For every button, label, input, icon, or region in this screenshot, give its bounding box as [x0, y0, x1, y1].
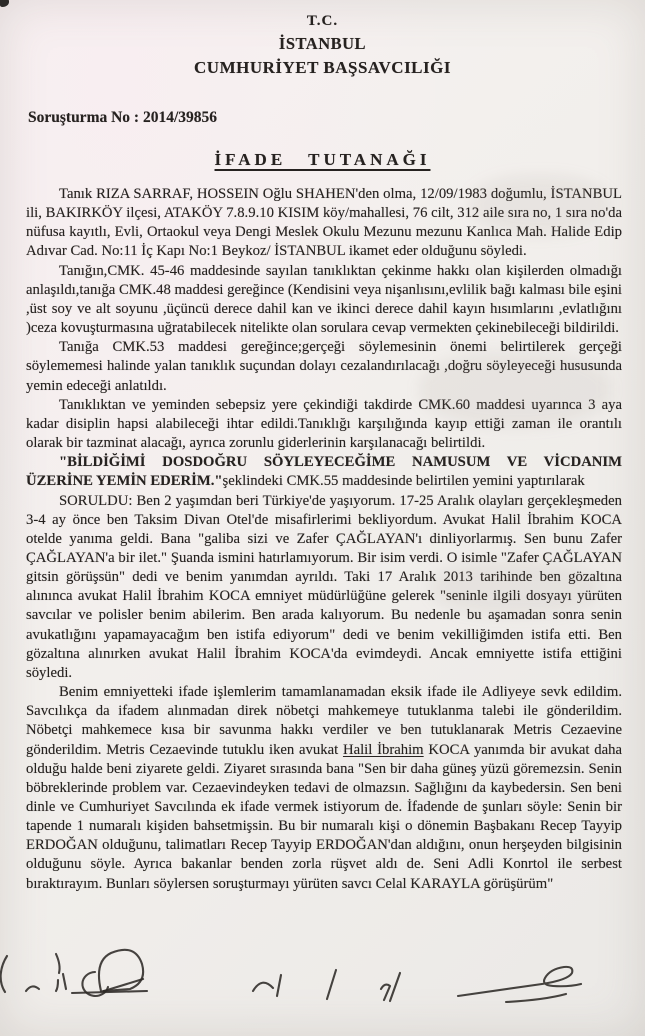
- paragraph-prison-visit: [26, 683, 622, 894]
- document-body: [26, 185, 622, 894]
- letterhead-city: İSTANBUL: [278, 34, 367, 53]
- bleed-through-smudge: [470, 175, 610, 235]
- oath-text-rest: şeklindeki CMK.55 maddesinde belirtilen yemini yaptırılarak: [222, 473, 585, 490]
- signature-left: [1, 950, 147, 996]
- paragraph-warning-cmk60: Tanıklıktan ve yeminden sebepsiz yere çekindiği takdirde CMK.60 maddesi uyarınca 3 aya kadar disiplin hapsi alabileceği ihtar edildi.Tanıklığı karşılığında kayıp ettiği zaman ile orantılı olarak bir tazminat alacağı, ayrıca zorunlu giderlerinin karşılanacağı belirtildi.: [26, 396, 622, 452]
- document-title-wrap: [0, 150, 645, 170]
- bleed-through-smudge: [420, 352, 610, 427]
- underlined-name: Halil İbrahim: [342, 741, 424, 758]
- paragraph-rights-cmk45-48: Tanığın,CMK. 45-46 maddesinde sayılan tanıklıktan çekinme hakkı olan kişilerden olmadığı anlaşıldı,tanığa CMK.48 maddesi gereğince (Kendisini veya nişanlısını,evlilik bağı kalması bile eşini ,üst soy ve alt soyunu ,üçüncü derece dahil kan ve ikinci derece dahil kayın hısımlarını ,evlatlığını )ceza kovuşturmasına uğratabilecek nitelikte olan sorulara cevap vermekten çekinebileceği bildirildi.: [26, 262, 622, 337]
- paragraph-oath: [26, 453, 622, 491]
- handwritten-signature-marks: [0, 944, 645, 1036]
- signature-center: [253, 970, 400, 1001]
- letterhead-office: CUMHURİYET BAŞSAVCILIĞI: [194, 58, 451, 77]
- letterhead-tc: T.C.: [306, 13, 339, 29]
- paragraph-truth-cmk53: Tanığa CMK.53 maddesi gereğince;gerçeği söylemesinin önemi belirtilerek gerçeği söylememesi halinde yalan tanıklık suçundan dolayı cezalandırılacağı ,doğru söyleyeceği hususunda yemin edeceği anlatıldı.: [26, 339, 622, 394]
- investigation-number: Soruşturma No : 2014/39856: [28, 109, 218, 126]
- paragraph-statement-soruldu: SORULDU: Ben 2 yaşımdan beri Türkiye'de yaşıyorum. 17-25 Aralık olayları gerçekleşmeden 3-4 ay önce ben Taksim Divan Otel'de misafirlerimi bekliyordum. Avukat Halil İbrahim KOCA otelde yanıma geldi. Bana "galiba sizi ve Zafer ÇAĞLAYAN'ı dinliyorlarmış. Sen bunu Zafer ÇAĞLAYAN'a bir ilet." Şuanda ismini hatırlamıyorum. Bir isim verdi. O isimle "Zafer ÇAĞLAYAN gitsin görüşsün" dedi ve benim yanımdan ayrıldı. Taki 17 Aralık 2013 tarihinde ben gözaltına alınınca avukat Halil İbrahim KOCA emniyet müdürlüğüne gelerek "seninle ilgili dosyayı yürüten savcılar ve polisler benim abilerim. Ben arada kalıyorum. Bu nedenle bu aşamadan sonra senin avukatlığını yapamayacağım ben istifa ediyorum" dedi ve benim vekilliğimden istifa etti. Ben gözaltına alınırken avukat Halil İbrahim KOCA'da evimdeydi. Ancak emniyette istifa ettiğini söyledi.: [26, 492, 622, 681]
- document-title: İFADE TUTANAĞI: [214, 150, 431, 169]
- letterhead: [0, 0, 645, 78]
- oath-text-bold: "BİLDİĞİMİ DOSDOĞRU SÖYLEYECEĞİME NAMUSUM VE VİCDANIM ÜZERİNE YEMİN EDERİM.": [26, 454, 622, 490]
- prison-text-b: KOCA yanımda bir avukat daha olduğu halde beni ziyarete geldi. Ziyaret sırasında bana "Sen bir daha güneş yüzü göremezsin. Senin böbreklerinde problem var. Cezaevindeyken tedavi de olmazsın. Sağlığını da kaybedersin. Sen beni dinle ve Cumhuriyet Savcılında ek ifade vermek istiyorum de. İfadende de şunları söyle: Senin bir tapende 1 numaralı kişiden bahsetmişsin. Bu bir numaralı kişi o dönemin Başbakanı Recep Tayyip ERDOĞAN olduğunu, talimatları Recep Tayyip ERDOĞAN'dan aldığını, onun herşeyden bilgisinin olduğunu söyle. Ayrıca bakanlar benden zorla rüşvet aldı de. Seni Adli Konrtol ile serbest bıraktırayım. Bunları söylersen soruşturmayı yürüten savcı Celal KARAYLA görüşürüm": [26, 741, 623, 892]
- paragraph-witness-identity: Tanık RIZA SARRAF, HOSSEIN Oğlu SHAHEN'den olma, 12/09/1983 doğumlu, İSTANBUL ili, BAKIRKÖY ilçesi, ATAKÖY 7.8.9.10 KISIM köy/mahallesi, 76 cilt, 312 aile sıra no, 1 sıra no'da nüfusa kayıtlı, Evli, Ortaokul veya Dengi Meslek Okulu Mezunu mezunu Kanlıca Mah. Halide Edip Adıvar Cad. No:11 İç Kapı No:1 Beykoz/ İSTANBUL ikamet eder olduğunu söyledi.: [26, 186, 622, 260]
- prison-text-a: Benim emniyetteki ifade işlemlerim tamamlanamadan eksik ifade ile Adliyeye sevk edildim. Savcılıkça da ifadem alınmadan direk nöbetçi mahkemeye tutuklanma talebi ile gönderildim. Nöbetçi mahkemece kısa bir savunma hakkı verdiler ve ben tutuklanarak Metris Cezaevine gönderildim. Metris Cezaevinde tutuklu iken avukat: [26, 684, 622, 758]
- bleed-through-smudge: [430, 560, 600, 615]
- signature-right: [458, 967, 581, 1002]
